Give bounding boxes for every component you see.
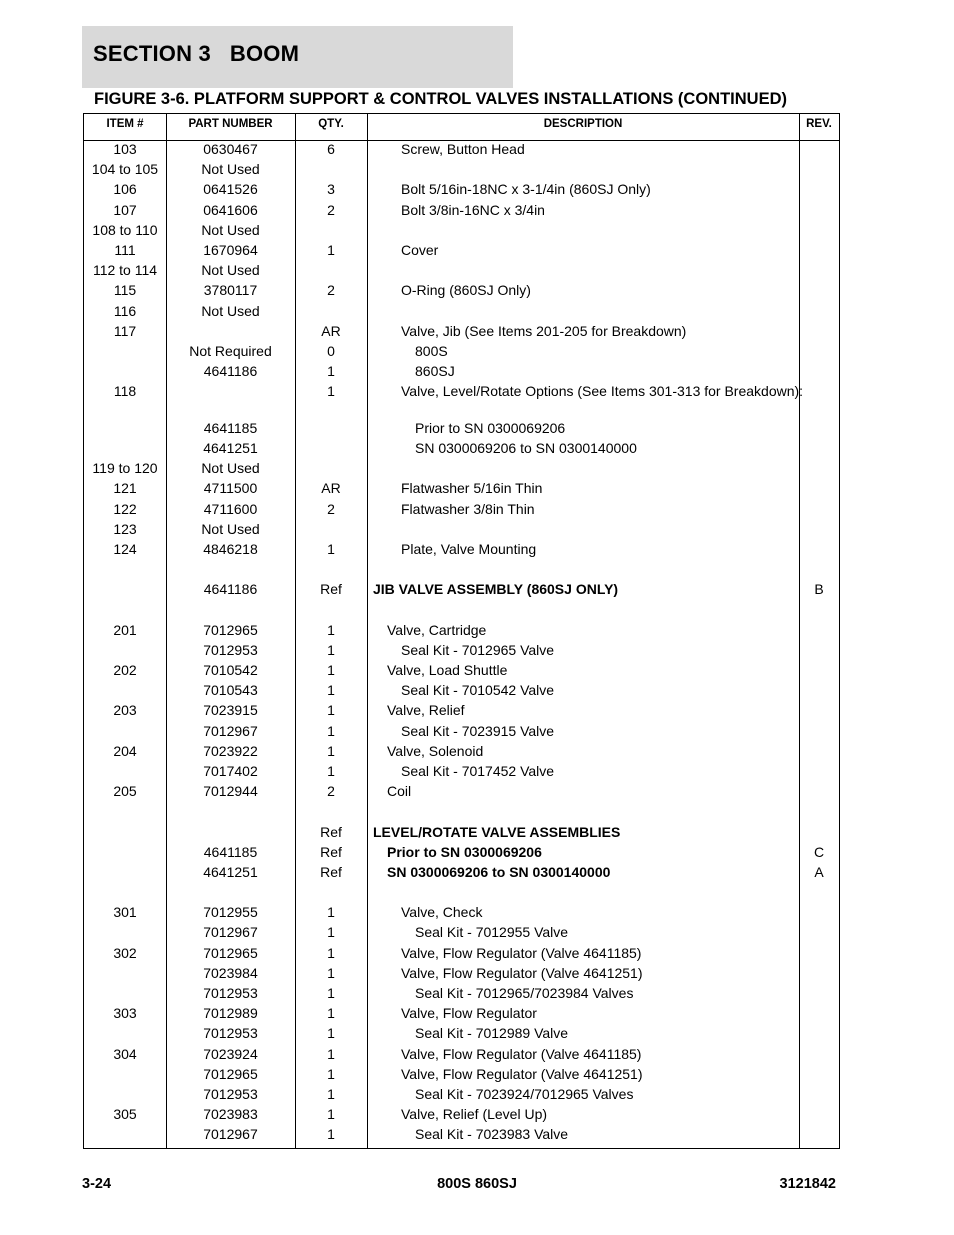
parts-table [83,113,840,1149]
table-row [84,479,839,499]
part-number-cell: Not Used [201,221,260,238]
part-number-cell: 7023915 [203,702,258,719]
part-number-cell: Not Used [201,302,260,319]
description-cell: Valve, Check [401,904,483,921]
qty-cell: 0 [327,342,335,359]
description-cell: Seal Kit - 7023983 Valve [415,1126,569,1143]
part-number-cell: 7012955 [203,904,258,921]
table-row [84,500,839,520]
part-number-cell: 4641251 [203,863,258,880]
qty-cell: 1 [327,383,335,400]
table-row [84,281,839,301]
item-cell: 202 [113,662,137,678]
qty-cell: 1 [327,944,335,961]
description-cell: Seal Kit - 7023915 Valve [401,722,555,739]
footer-model: 800S 860SJ [437,1176,517,1192]
item-cell: 301 [113,904,137,921]
description-cell: JIB VALVE ASSEMBLY (860SJ ONLY) [373,581,619,598]
part-number-cell: 0641606 [203,201,258,218]
item-cell: 108 to 110 [92,221,158,238]
qty-cell: 1 [327,363,335,380]
part-number-cell: 7023984 [203,964,258,981]
qty-cell: 1 [327,924,335,941]
table-row [84,382,839,419]
description-cell: Seal Kit - 7012989 Valve [415,1025,569,1042]
part-number-cell: 7012953 [203,1085,258,1102]
item-cell: 116 [113,302,137,319]
rev-cell: B [814,581,824,598]
table-row [84,621,839,641]
header-qty: QTY. [318,118,344,130]
part-number-cell: 7012953 [203,641,258,658]
footer-page-number: 3-24 [82,1176,112,1192]
table-row [84,1024,839,1044]
table-row [84,302,839,322]
header-item: ITEM # [106,118,144,130]
item-cell: 204 [113,742,137,759]
part-number-cell: 0641526 [203,181,258,198]
part-number-cell: 7012967 [203,1126,258,1143]
qty-cell: 1 [327,241,335,258]
table-row [84,1085,839,1105]
description-cell: Seal Kit - 7012955 Valve [415,924,569,941]
description-cell: O-Ring (860SJ Only) [401,282,531,299]
table-row [84,419,839,439]
description-cell: Valve, Level/Rotate Options (See Items 301-313 for Breakdown): [401,383,804,400]
description-cell: Valve, Jib (See Items 201-205 for Breakdown) [401,322,687,339]
item-cell: 122 [113,500,137,517]
part-number-cell: 7012965 [203,621,258,638]
part-number-cell: Not Used [201,520,260,537]
table-row [84,221,839,241]
description-cell: Seal Kit - 7012965 Valve [401,641,555,658]
part-number-cell: 4846218 [203,540,258,557]
item-cell: 203 [113,702,137,719]
part-number-cell: Not Used [201,161,260,178]
table-row [84,1125,839,1145]
table-row [84,459,839,479]
table-body [84,140,839,1146]
part-number-cell: 1670964 [203,241,258,258]
part-number-cell: 7010542 [203,662,258,678]
part-number-cell: Not Used [201,262,260,279]
item-cell: 104 to 105 [91,161,159,178]
description-cell: Valve, Flow Regulator (Valve 4641251) [401,964,643,981]
qty-cell: AR [321,480,341,497]
table-row [84,520,839,540]
figure-title: FIGURE 3-6. PLATFORM SUPPORT & CONTROL VALVES INSTALLATIONS (CONTINUED) [94,90,787,108]
description-cell: Valve, Flow Regulator (Valve 4641185) [401,944,642,961]
item-cell: 304 [113,1045,137,1062]
description-cell: Valve, Flow Regulator [401,1005,537,1022]
description-cell: Coil [387,783,412,800]
table-row [84,1065,839,1085]
table-row [84,201,839,221]
qty-cell: 1 [327,1126,335,1143]
section-title: SECTION 3 BOOM [93,41,300,66]
table-row [84,600,839,620]
table-row [84,641,839,661]
qty-cell: 1 [327,641,335,658]
header-part-number: PART NUMBER [188,118,273,130]
qty-cell: 3 [327,181,335,198]
item-cell: 111 [114,241,136,258]
qty-cell: 1 [327,904,335,921]
part-number-cell: 7012965 [203,1065,258,1082]
qty-cell: 1 [327,742,335,759]
table-row [84,1045,839,1065]
part-number-cell: 7023922 [203,742,258,759]
table-row [84,342,839,362]
part-number-cell: 7012989 [203,1005,258,1022]
table-row [84,580,839,600]
qty-cell: 2 [327,282,335,299]
header-description: DESCRIPTION [543,118,623,130]
part-number-cell: 7017402 [203,762,258,779]
description-cell: Valve, Solenoid [387,742,484,759]
footer-doc-number: 3121842 [779,1176,836,1192]
item-cell: 107 [113,201,137,218]
table-row [84,883,839,903]
item-cell: 124 [113,540,137,557]
item-cell: 106 [113,181,137,198]
description-cell: Valve, Flow Regulator (Valve 4641185) [401,1045,642,1062]
table-row [84,923,839,943]
part-number-cell: 3780117 [203,282,258,299]
qty-cell: 1 [327,722,335,739]
table-row [84,964,839,984]
qty-cell: Ref [320,863,342,880]
table-row [84,782,839,802]
description-cell: Flatwasher 5/16in Thin [401,480,543,497]
item-cell: 103 [113,141,137,157]
part-number-cell: 4711600 [203,500,258,517]
rev-cell: A [814,863,824,880]
qty-cell: Ref [320,581,342,598]
description-cell: Bolt 5/16in-18NC x 3-1/4in (860SJ Only) [401,181,651,198]
item-cell: 118 [113,383,137,400]
table-row [84,362,839,382]
item-cell: 121 [113,480,137,497]
qty-cell: 1 [327,1005,335,1022]
description-cell: Bolt 3/8in-16NC x 3/4in [401,201,545,218]
table-row [84,241,839,261]
table-row [84,140,839,160]
description-cell: Cover [401,241,439,258]
part-number-cell: Not Required [189,342,272,359]
item-cell: 303 [113,1005,137,1022]
qty-cell: 1 [327,1085,335,1102]
table-row [84,322,839,342]
table-row [84,661,839,681]
qty-cell: 1 [327,964,335,981]
qty-cell: Ref [320,823,342,840]
item-cell: 119 to 120 [92,460,158,477]
description-cell: Seal Kit - 7012965/7023984 Valves [415,985,634,1001]
part-number-cell: 7012967 [203,924,258,941]
description-cell: Seal Kit - 7010542 Valve [401,682,555,699]
part-number-cell: 7012965 [203,944,258,961]
qty-cell: 1 [327,1025,335,1042]
description-cell: SN 0300069206 to SN 0300140000 [387,863,611,880]
qty-cell: 1 [327,1065,335,1082]
description-cell: Screw, Button Head [401,141,525,157]
qty-cell: 1 [327,662,335,678]
qty-cell: 1 [327,682,335,699]
item-cell: 117 [113,322,137,339]
qty-cell: 2 [327,201,335,218]
description-cell: Valve, Load Shuttle [387,662,508,678]
qty-cell: 1 [327,985,335,1001]
table-row [84,903,839,923]
part-number-cell: 0630467 [203,141,258,157]
item-cell: 123 [113,520,137,537]
description-cell: Valve, Relief [387,702,465,719]
qty-cell: 1 [327,702,335,719]
part-number-cell: 4641185 [203,419,258,436]
table-row [84,762,839,782]
qty-cell: 1 [327,621,335,638]
part-number-cell: 4711500 [203,480,258,497]
item-cell: 115 [113,282,137,299]
part-number-cell: 7012967 [203,722,258,739]
description-cell: Valve, Cartridge [387,621,487,638]
qty-cell: Ref [320,843,342,860]
table-row [84,1004,839,1024]
part-number-cell: 4641186 [203,581,258,598]
header-rev: REV. [806,118,832,130]
table-row [84,984,839,1004]
description-cell: Valve, Flow Regulator (Valve 4641251) [401,1065,643,1082]
description-cell: 860SJ [415,363,455,380]
part-number-cell: 7012944 [203,783,258,800]
table-row [84,843,839,863]
item-cell: 302 [113,944,137,961]
item-cell: 305 [113,1106,137,1123]
table-row [84,742,839,762]
description-cell: LEVEL/ROTATE VALVE ASSEMBLIES [373,823,621,840]
table-row [84,863,839,883]
table-row [84,802,839,822]
qty-cell: 1 [327,1106,335,1123]
item-cell: 112 to 114 [92,262,158,279]
part-number-cell: 7012953 [203,985,258,1001]
description-cell: Flatwasher 3/8in Thin [401,500,535,517]
part-number-cell: Not Used [201,460,260,477]
description-cell: Valve, Relief (Level Up) [401,1106,548,1123]
table-row [84,180,839,200]
item-cell: 205 [113,783,137,800]
part-number-cell: 4641185 [203,843,258,860]
description-cell: Seal Kit - 7023924/7012965 Valves [415,1085,634,1102]
qty-cell: 2 [327,500,335,517]
qty-cell: 6 [327,141,335,157]
table-row [84,261,839,281]
table-row [84,701,839,721]
table-row [84,823,839,843]
part-number-cell: 7012953 [203,1025,258,1042]
table-row [84,722,839,742]
qty-cell: 1 [327,762,335,779]
table-row [84,439,839,459]
part-number-cell: 4641186 [203,363,258,380]
table-row [84,681,839,701]
part-number-cell: 7023983 [203,1106,258,1123]
table-row [84,540,839,560]
description-cell: 800S [415,342,448,359]
qty-cell: 1 [327,1045,335,1062]
table-row [84,1105,839,1125]
description-cell: SN 0300069206 to SN 0300140000 [415,439,637,456]
rev-cell: C [813,843,825,860]
table-row [84,160,839,180]
part-number-cell: 7023924 [203,1045,258,1062]
table-row [84,560,839,580]
qty-cell: AR [321,322,341,339]
qty-cell: 2 [327,783,335,800]
description-cell: Plate, Valve Mounting [401,540,537,557]
description-cell: Prior to SN 0300069206 [387,843,542,860]
part-number-cell: 7010543 [203,682,258,699]
table-row [84,944,839,964]
qty-cell: 1 [327,540,335,557]
part-number-cell: 4641251 [203,439,258,456]
description-cell: Seal Kit - 7017452 Valve [401,762,555,779]
description-cell: Prior to SN 0300069206 [415,419,566,436]
item-cell: 201 [113,621,137,638]
